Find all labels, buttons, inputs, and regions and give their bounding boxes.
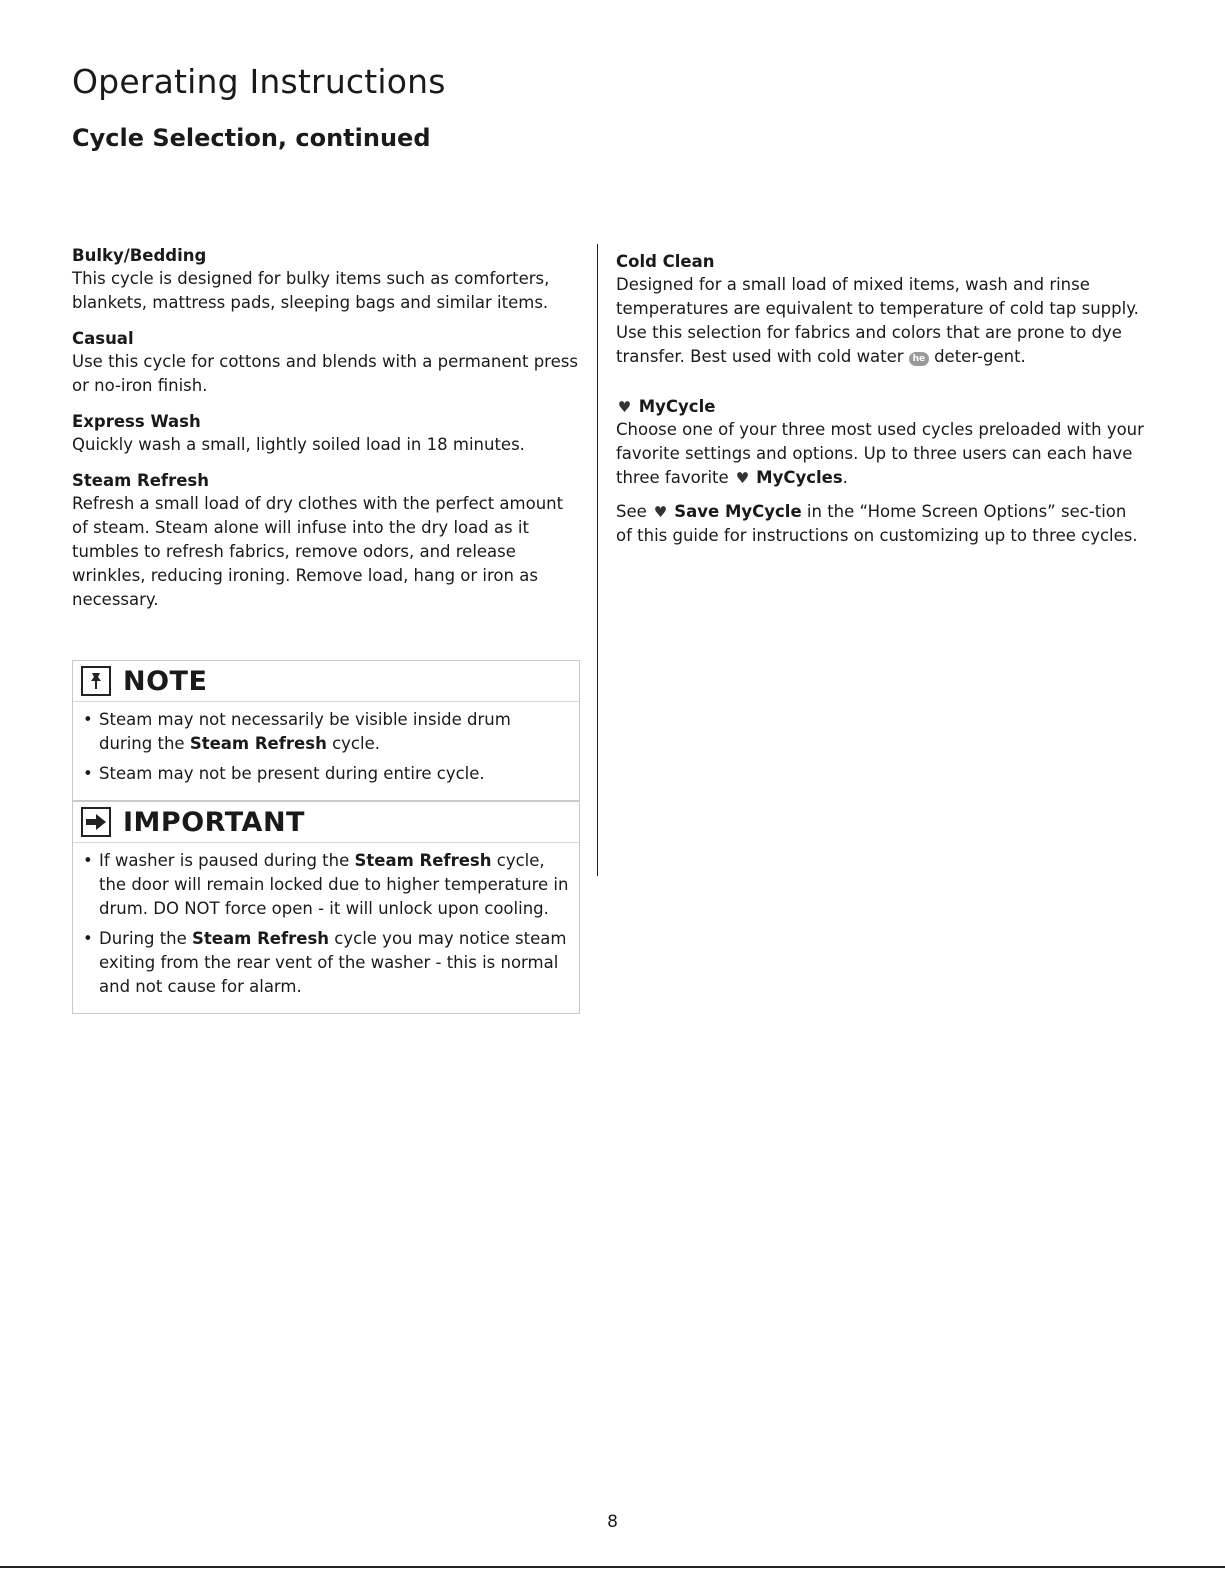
heart-icon: ♥ (653, 503, 668, 521)
text-mycycle-intro: Choose one of your three most used cycles preloaded with your favorite settings and options. Up to three users can each have three favorite ♥ MyCycles. (616, 418, 1146, 490)
heading-mycycle: ♥ MyCycle (617, 397, 716, 416)
heading-steam-refresh: Steam Refresh (72, 471, 210, 490)
text-steam-refresh: Refresh a small load of dry clothes with the perfect amount of steam. Steam alone will infuse into the dry load as it tumbles to refresh fabrics, remove odors, and release wrinkles, reducing ironing. Remove load, hang or iron as necessary. (72, 494, 564, 609)
note-box (72, 660, 580, 801)
text-mycycle-save: See ♥ Save MyCycle in the “Home Screen Options” sec-tion of this guide for instructions on customizing up to three cycles. (616, 502, 1138, 545)
heading-casual: Casual (72, 329, 134, 348)
column-divider (597, 244, 598, 876)
note-item: • Steam may not necessarily be visible inside drum during the Steam Refresh cycle. (81, 708, 569, 756)
important-item: • During the Steam Refresh cycle you may notice steam exiting from the rear vent of the washer - this is normal and not cause for alarm. (81, 927, 569, 999)
entry-bulky-bedding (72, 246, 582, 315)
important-list (73, 849, 579, 999)
text-express-wash: Quickly wash a small, lightly soiled load in 18 minutes. (72, 435, 525, 454)
entry-casual (72, 329, 582, 398)
entry-cold-clean (616, 252, 1146, 369)
entry-express-wash (72, 412, 582, 457)
right-column (616, 252, 1146, 562)
page-number: 8 (607, 1512, 618, 1532)
note-title: NOTE (123, 665, 208, 697)
heart-icon: ♥ (617, 398, 632, 416)
note-header (73, 661, 579, 702)
entry-mycycle (616, 397, 1146, 548)
text-cold-clean: Designed for a small load of mixed items, wash and rinse temperatures are equivalent to temperature of cold tap supply. Use this selection for fabrics and colors that are prone to dye transfer. Best used with cold water he deter-gent. (616, 275, 1139, 366)
section-title: Cycle Selection, continued (72, 124, 431, 152)
heading-bulky-bedding: Bulky/Bedding (72, 246, 207, 265)
important-item: • If washer is paused during the Steam Refresh cycle, the door will remain locked due to higher temperature in drum. DO NOT force open - it will unlock upon cooling. (81, 849, 569, 921)
heading-express-wash: Express Wash (72, 412, 201, 431)
text-bulky-bedding: This cycle is designed for bulky items such as comforters, blankets, mattress pads, sleeping bags and similar items. (72, 269, 550, 312)
important-header (73, 802, 579, 843)
entry-steam-refresh (72, 471, 582, 612)
important-title: IMPORTANT (123, 806, 305, 838)
note-item: • Steam may not be present during entire cycle. (81, 762, 569, 786)
heart-icon: ♥ (735, 469, 750, 487)
important-box (72, 801, 580, 1014)
pushpin-icon (81, 666, 111, 696)
bottom-rule (0, 1566, 1225, 1568)
page-title: Operating Instructions (72, 62, 446, 101)
left-column (72, 246, 582, 626)
he-logo-icon: he (909, 352, 929, 366)
text-casual: Use this cycle for cottons and blends with a permanent press or no-iron finish. (72, 352, 578, 395)
heading-cold-clean: Cold Clean (616, 252, 715, 271)
note-list (73, 708, 579, 786)
arrow-right-icon (81, 807, 111, 837)
